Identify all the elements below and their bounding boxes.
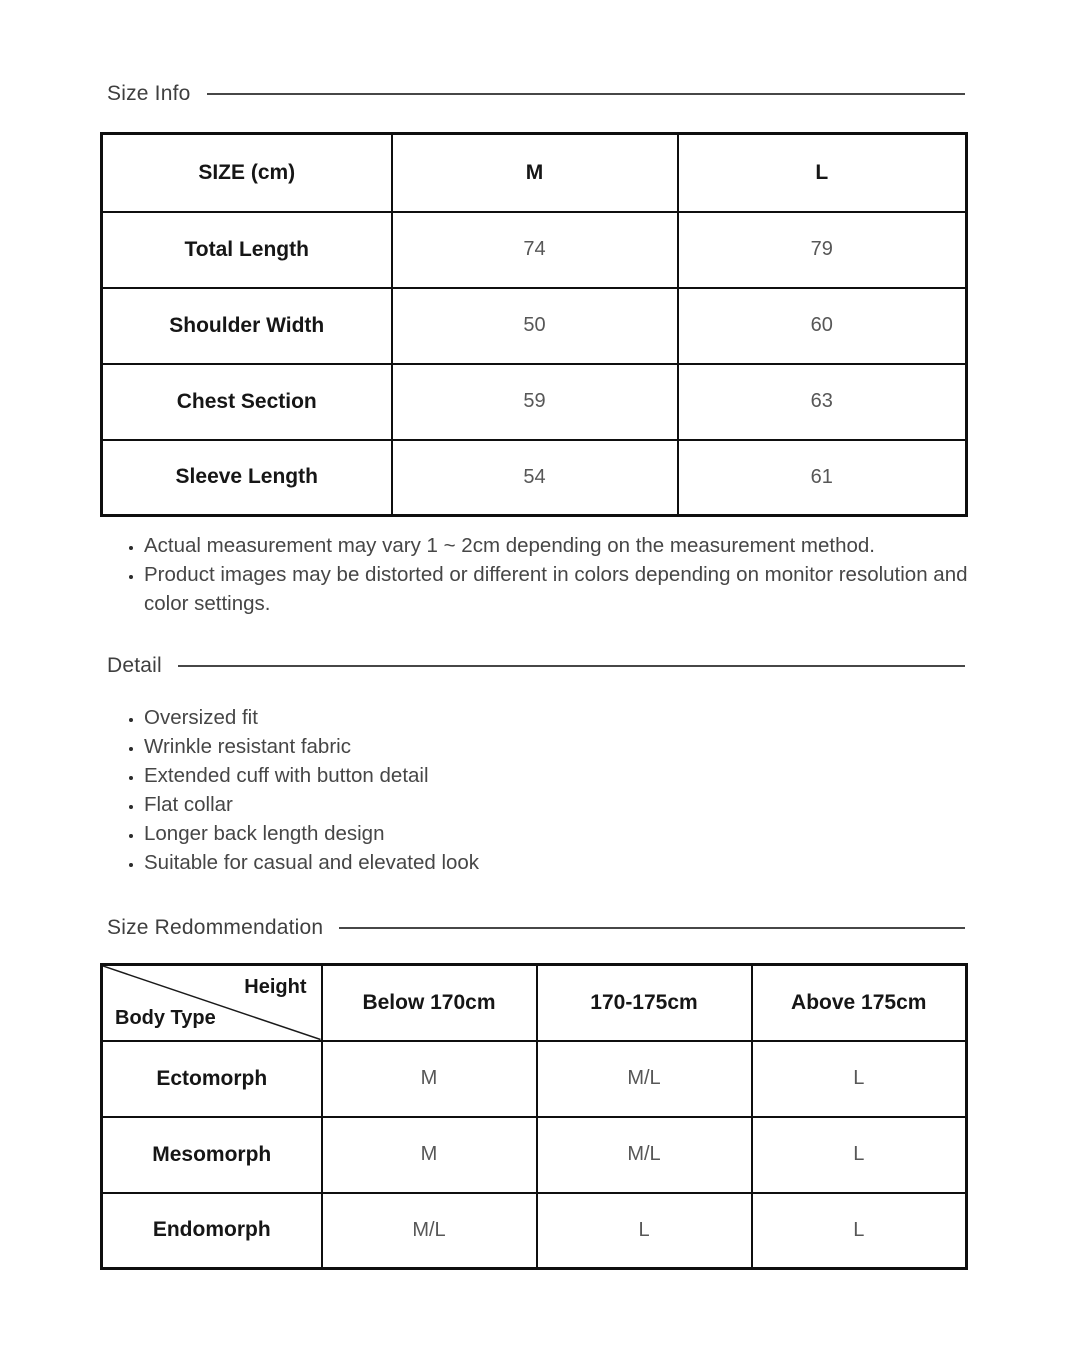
detail-section-header [107, 654, 965, 678]
table-row [102, 212, 967, 288]
row-value-m: 74 [392, 212, 678, 288]
rec-value: M/L [537, 1041, 752, 1117]
size-recommendation-table [100, 963, 968, 1270]
size-col-header: SIZE (cm) [102, 134, 392, 212]
table-row [102, 1193, 967, 1269]
size-l-header: L [678, 134, 967, 212]
detail-rule [178, 665, 965, 667]
row-label: Sleeve Length [102, 440, 392, 516]
row-value-l: 79 [678, 212, 967, 288]
size-info-rule [207, 93, 965, 95]
size-chart-table [100, 132, 968, 517]
table-row [102, 440, 967, 516]
row-label: Total Length [102, 212, 392, 288]
rec-value: L [752, 1193, 967, 1269]
detail-item: • Extended cuff with button detail [144, 761, 969, 790]
rec-value: L [752, 1041, 967, 1117]
detail-item: • Oversized fit [144, 703, 969, 732]
row-label: Shoulder Width [102, 288, 392, 364]
size-note: • Actual measurement may vary 1 ~ 2cm depending on the measurement method. [144, 531, 969, 560]
diagonal-corner-cell [102, 965, 322, 1041]
corner-label-body-type: Body Type [115, 1006, 216, 1029]
detail-feature-list [107, 703, 969, 877]
table-row [102, 1117, 967, 1193]
detail-item: • Suitable for casual and elevated look [144, 848, 969, 877]
rec-value: M/L [322, 1193, 537, 1269]
height-col-header: 170-175cm [537, 965, 752, 1041]
height-col-header: Above 175cm [752, 965, 967, 1041]
row-value-m: 50 [392, 288, 678, 364]
rec-value: M [322, 1041, 537, 1117]
row-value-l: 63 [678, 364, 967, 440]
rec-value: M/L [537, 1117, 752, 1193]
table-header-row [102, 134, 967, 212]
table-header-row [102, 965, 967, 1041]
size-info-section-header [107, 82, 965, 106]
rec-value: M [322, 1117, 537, 1193]
row-value-l: 60 [678, 288, 967, 364]
body-type-label: Endomorph [102, 1193, 322, 1269]
table-row [102, 364, 967, 440]
size-m-header: M [392, 134, 678, 212]
detail-item: • Wrinkle resistant fabric [144, 732, 969, 761]
rec-value: L [537, 1193, 752, 1269]
size-note: • Product images may be distorted or different in colors depending on monitor resolution and color settings. [144, 560, 969, 618]
size-recommendation-title: Size Redommendation [107, 916, 324, 939]
detail-item: • Longer back length design [144, 819, 969, 848]
size-info-title: Size Info [107, 82, 191, 105]
height-col-header: Below 170cm [322, 965, 537, 1041]
detail-title: Detail [107, 654, 162, 677]
table-row [102, 1041, 967, 1117]
size-recommendation-rule [339, 927, 965, 929]
table-row [102, 288, 967, 364]
row-value-m: 54 [392, 440, 678, 516]
row-value-l: 61 [678, 440, 967, 516]
rec-value: L [752, 1117, 967, 1193]
size-notes-list [107, 531, 969, 618]
size-recommendation-section-header [107, 916, 965, 940]
corner-label-height: Height [244, 976, 307, 998]
detail-item: • Flat collar [144, 790, 969, 819]
row-value-m: 59 [392, 364, 678, 440]
body-type-label: Mesomorph [102, 1117, 322, 1193]
row-label: Chest Section [102, 364, 392, 440]
body-type-label: Ectomorph [102, 1041, 322, 1117]
